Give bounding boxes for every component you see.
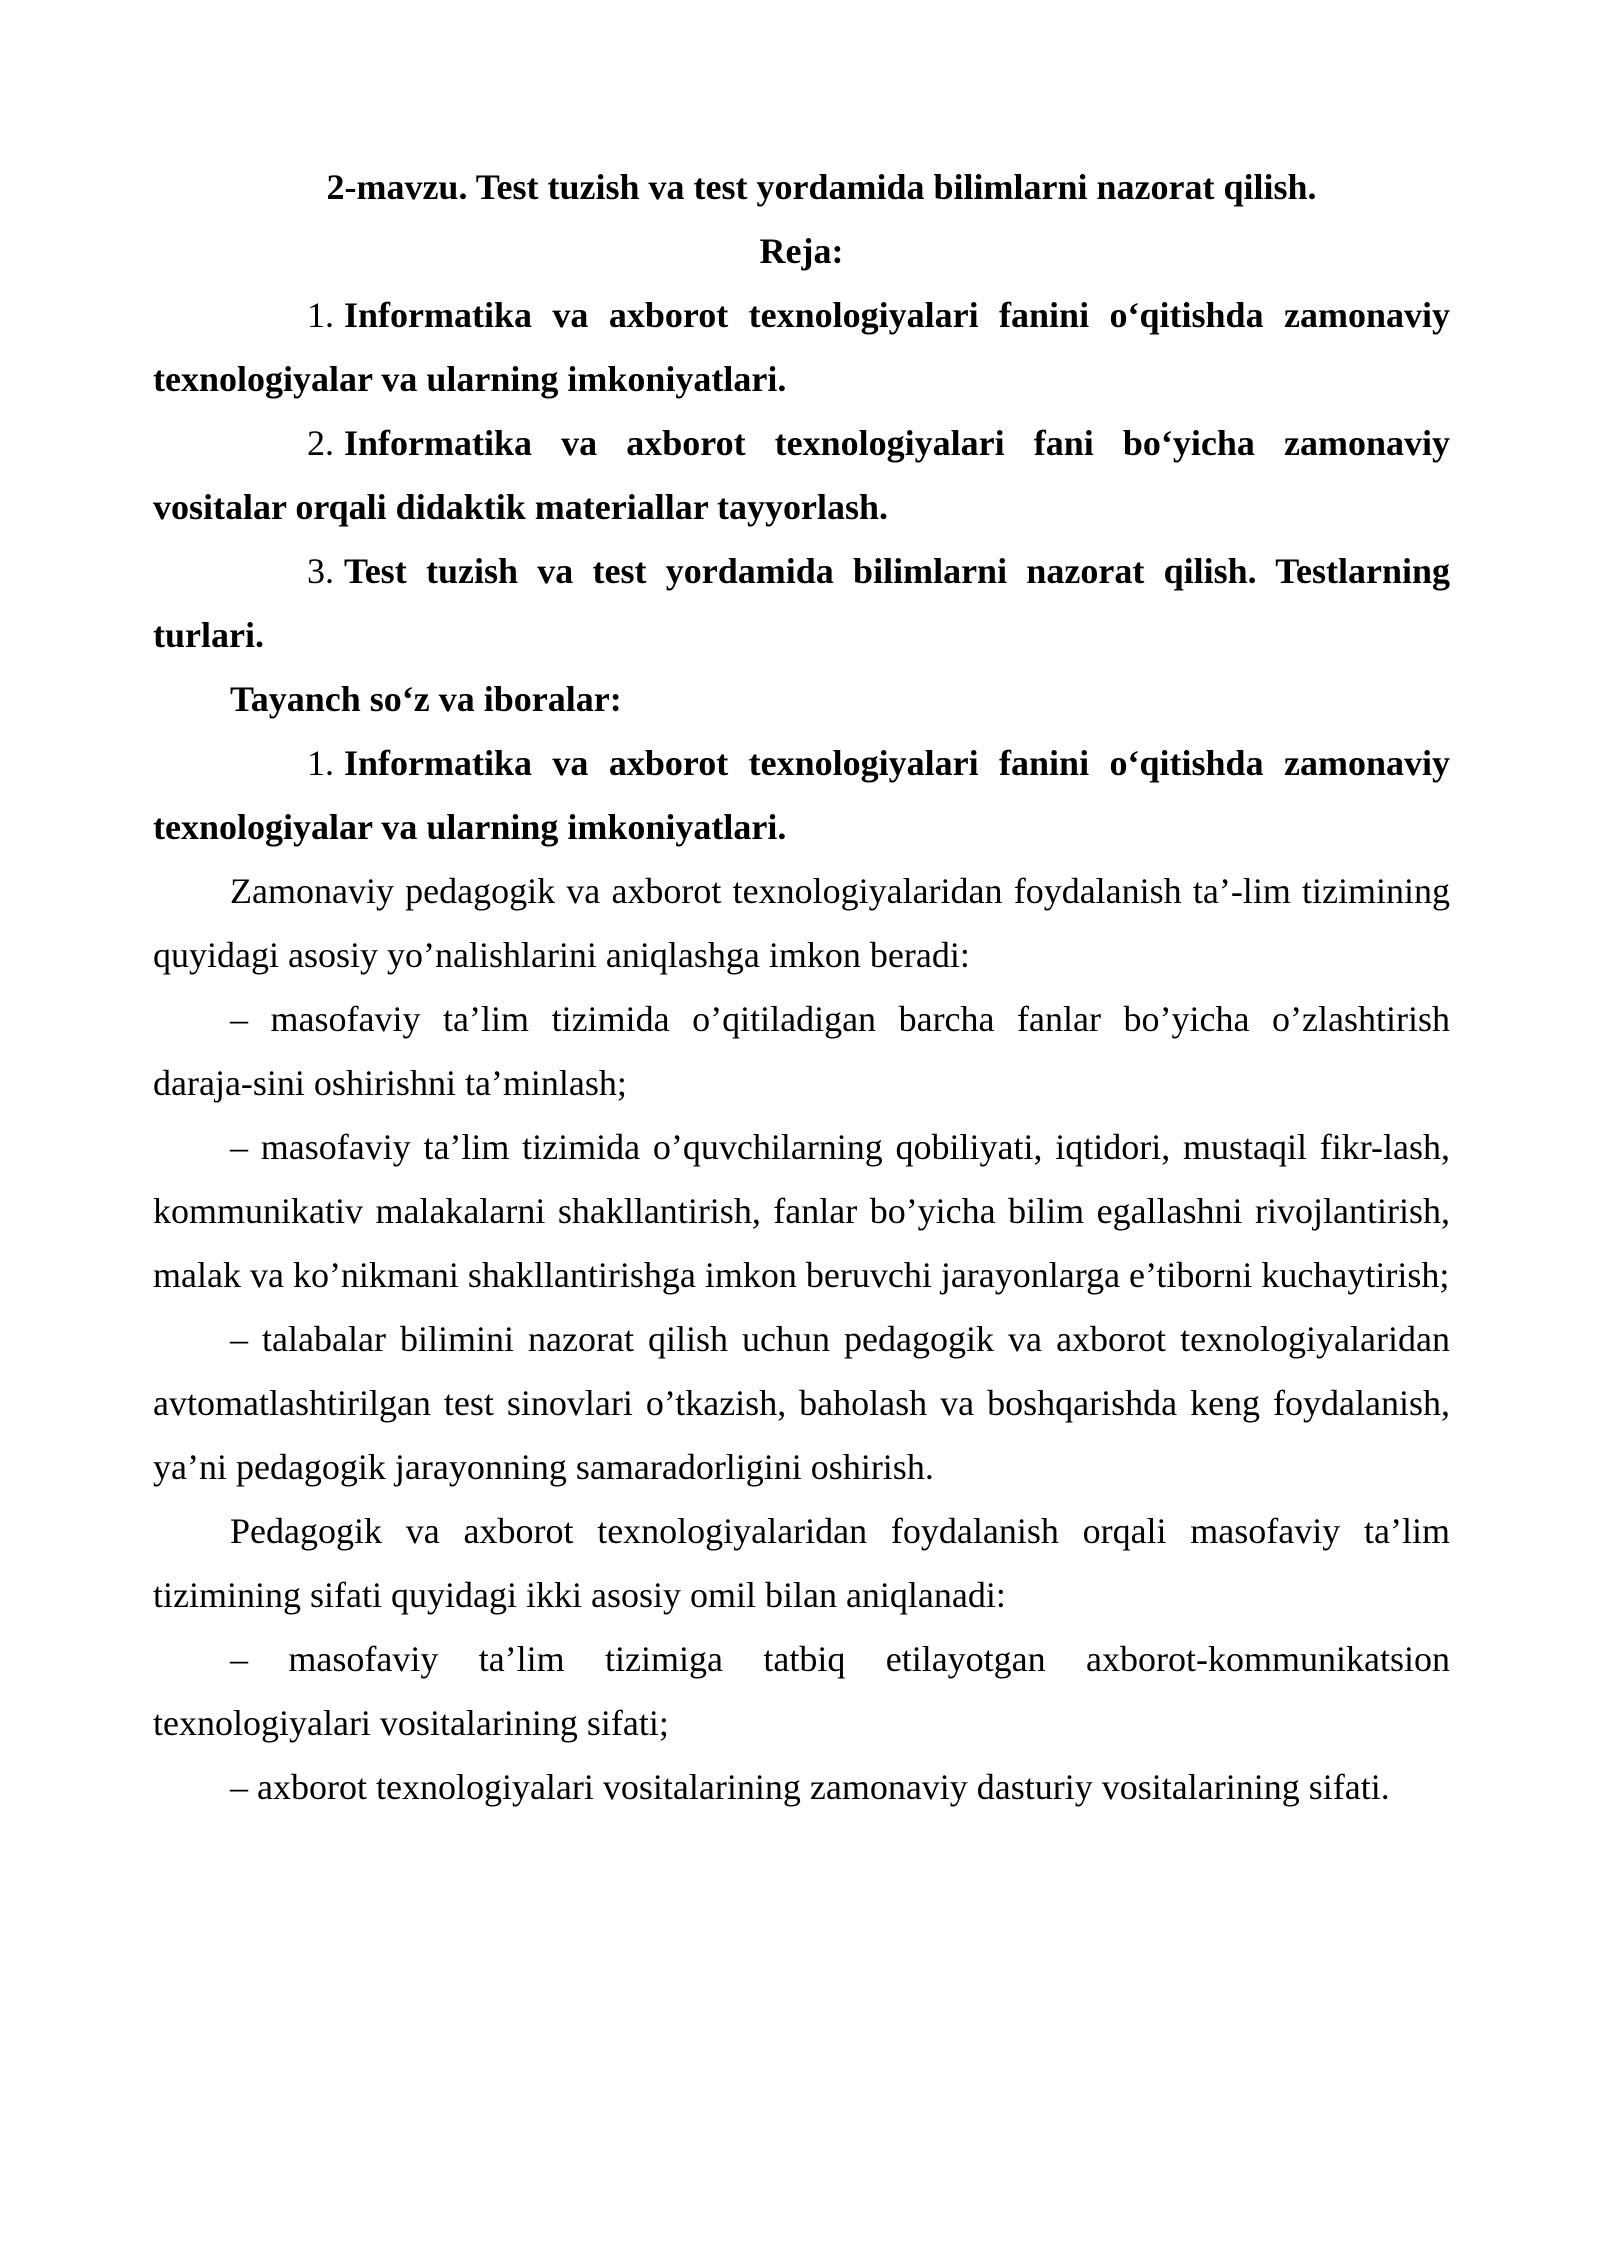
intro-paragraph-1: Zamonaviy pedagogik va axborot texnologiyalaridan foydalanish ta’-lim tizimining quyidagi asosiy yo’nalishlarini aniqlashga imkon beradi:	[153, 871, 1450, 975]
plan-item-3	[153, 539, 1450, 667]
bullet-paragraph-4: – masofaviy ta’lim tizimiga tatbiq etilayotgan axborot-kommunikatsion texnologiyalari vositalarining sifati;	[153, 1639, 1450, 1743]
plan-item-1	[153, 283, 1450, 411]
intro-paragraph-2: Pedagogik va axborot texnologiyalaridan foydalanish orqali masofaviy ta’lim tizimining sifati quyidagi ikki asosiy omil bilan aniqlanadi:	[153, 1511, 1450, 1615]
bullet-paragraph-5: – axborot texnologiyalari vositalarining zamonaviy dasturiy vositalarining sifati.	[230, 1767, 1390, 1807]
plan-item-2-number: 2.	[307, 423, 334, 463]
plan-item-3-number: 3.	[307, 551, 334, 591]
bullet-paragraph-1: – masofaviy ta’lim tizimida o’qitiladigan barcha fanlar bo’yicha o’zlashtirish daraja-sini oshirishni ta’minlash;	[153, 999, 1450, 1103]
section-1-number: 1.	[307, 743, 334, 783]
section-1-text: Informatika va axborot texnologiyalari fanini o‘qitishda zamonaviy texnologiyalar va ularning imkoniyatlari.	[153, 743, 1450, 847]
plan-heading: Reja:	[759, 231, 844, 271]
document-content	[153, 155, 1450, 1819]
plan-item-3-text: Test tuzish va test yordamida bilimlarni nazorat qilish. Testlarning turlari.	[153, 551, 1450, 655]
plan-item-1-number: 1.	[307, 295, 334, 335]
plan-item-2-text: Informatika va axborot texnologiyalari fani bo‘yicha zamonaviy vositalar orqali didaktik materiallar tayyorlash.	[153, 423, 1450, 527]
section-1-heading	[153, 731, 1450, 859]
lecture-title: 2-mavzu. Test tuzish va test yordamida bilimlarni nazorat qilish.	[326, 167, 1317, 207]
plan-item-1-text: Informatika va axborot texnologiyalari fanini o‘qitishda zamonaviy texnologiyalar va ularning imkoniyatlari.	[153, 295, 1450, 399]
bullet-paragraph-2: – masofaviy ta’lim tizimida o’quvchilarning qobiliyati, iqtidori, mustaqil fikr-lash, kommunikativ malakalarni shakllantirish, fanlar bo’yicha bilim egallashni rivojlantirish, malak va ko’nikmani shakllantirishga imkon beruvchi jarayonlarga e’tiborni kuchaytirish;	[153, 1127, 1450, 1295]
bullet-paragraph-3: – talabalar bilimini nazorat qilish uchun pedagogik va axborot texnologiyalaridan avtomatlashtirilgan test sinovlari o’tkazish, baholash va boshqarishda keng foydalanish, ya’ni pedagogik jarayonning samaradorligini oshirish.	[153, 1319, 1450, 1487]
keywords-heading: Tayanch so‘z va iboralar:	[230, 679, 622, 719]
plan-item-2	[153, 411, 1450, 539]
